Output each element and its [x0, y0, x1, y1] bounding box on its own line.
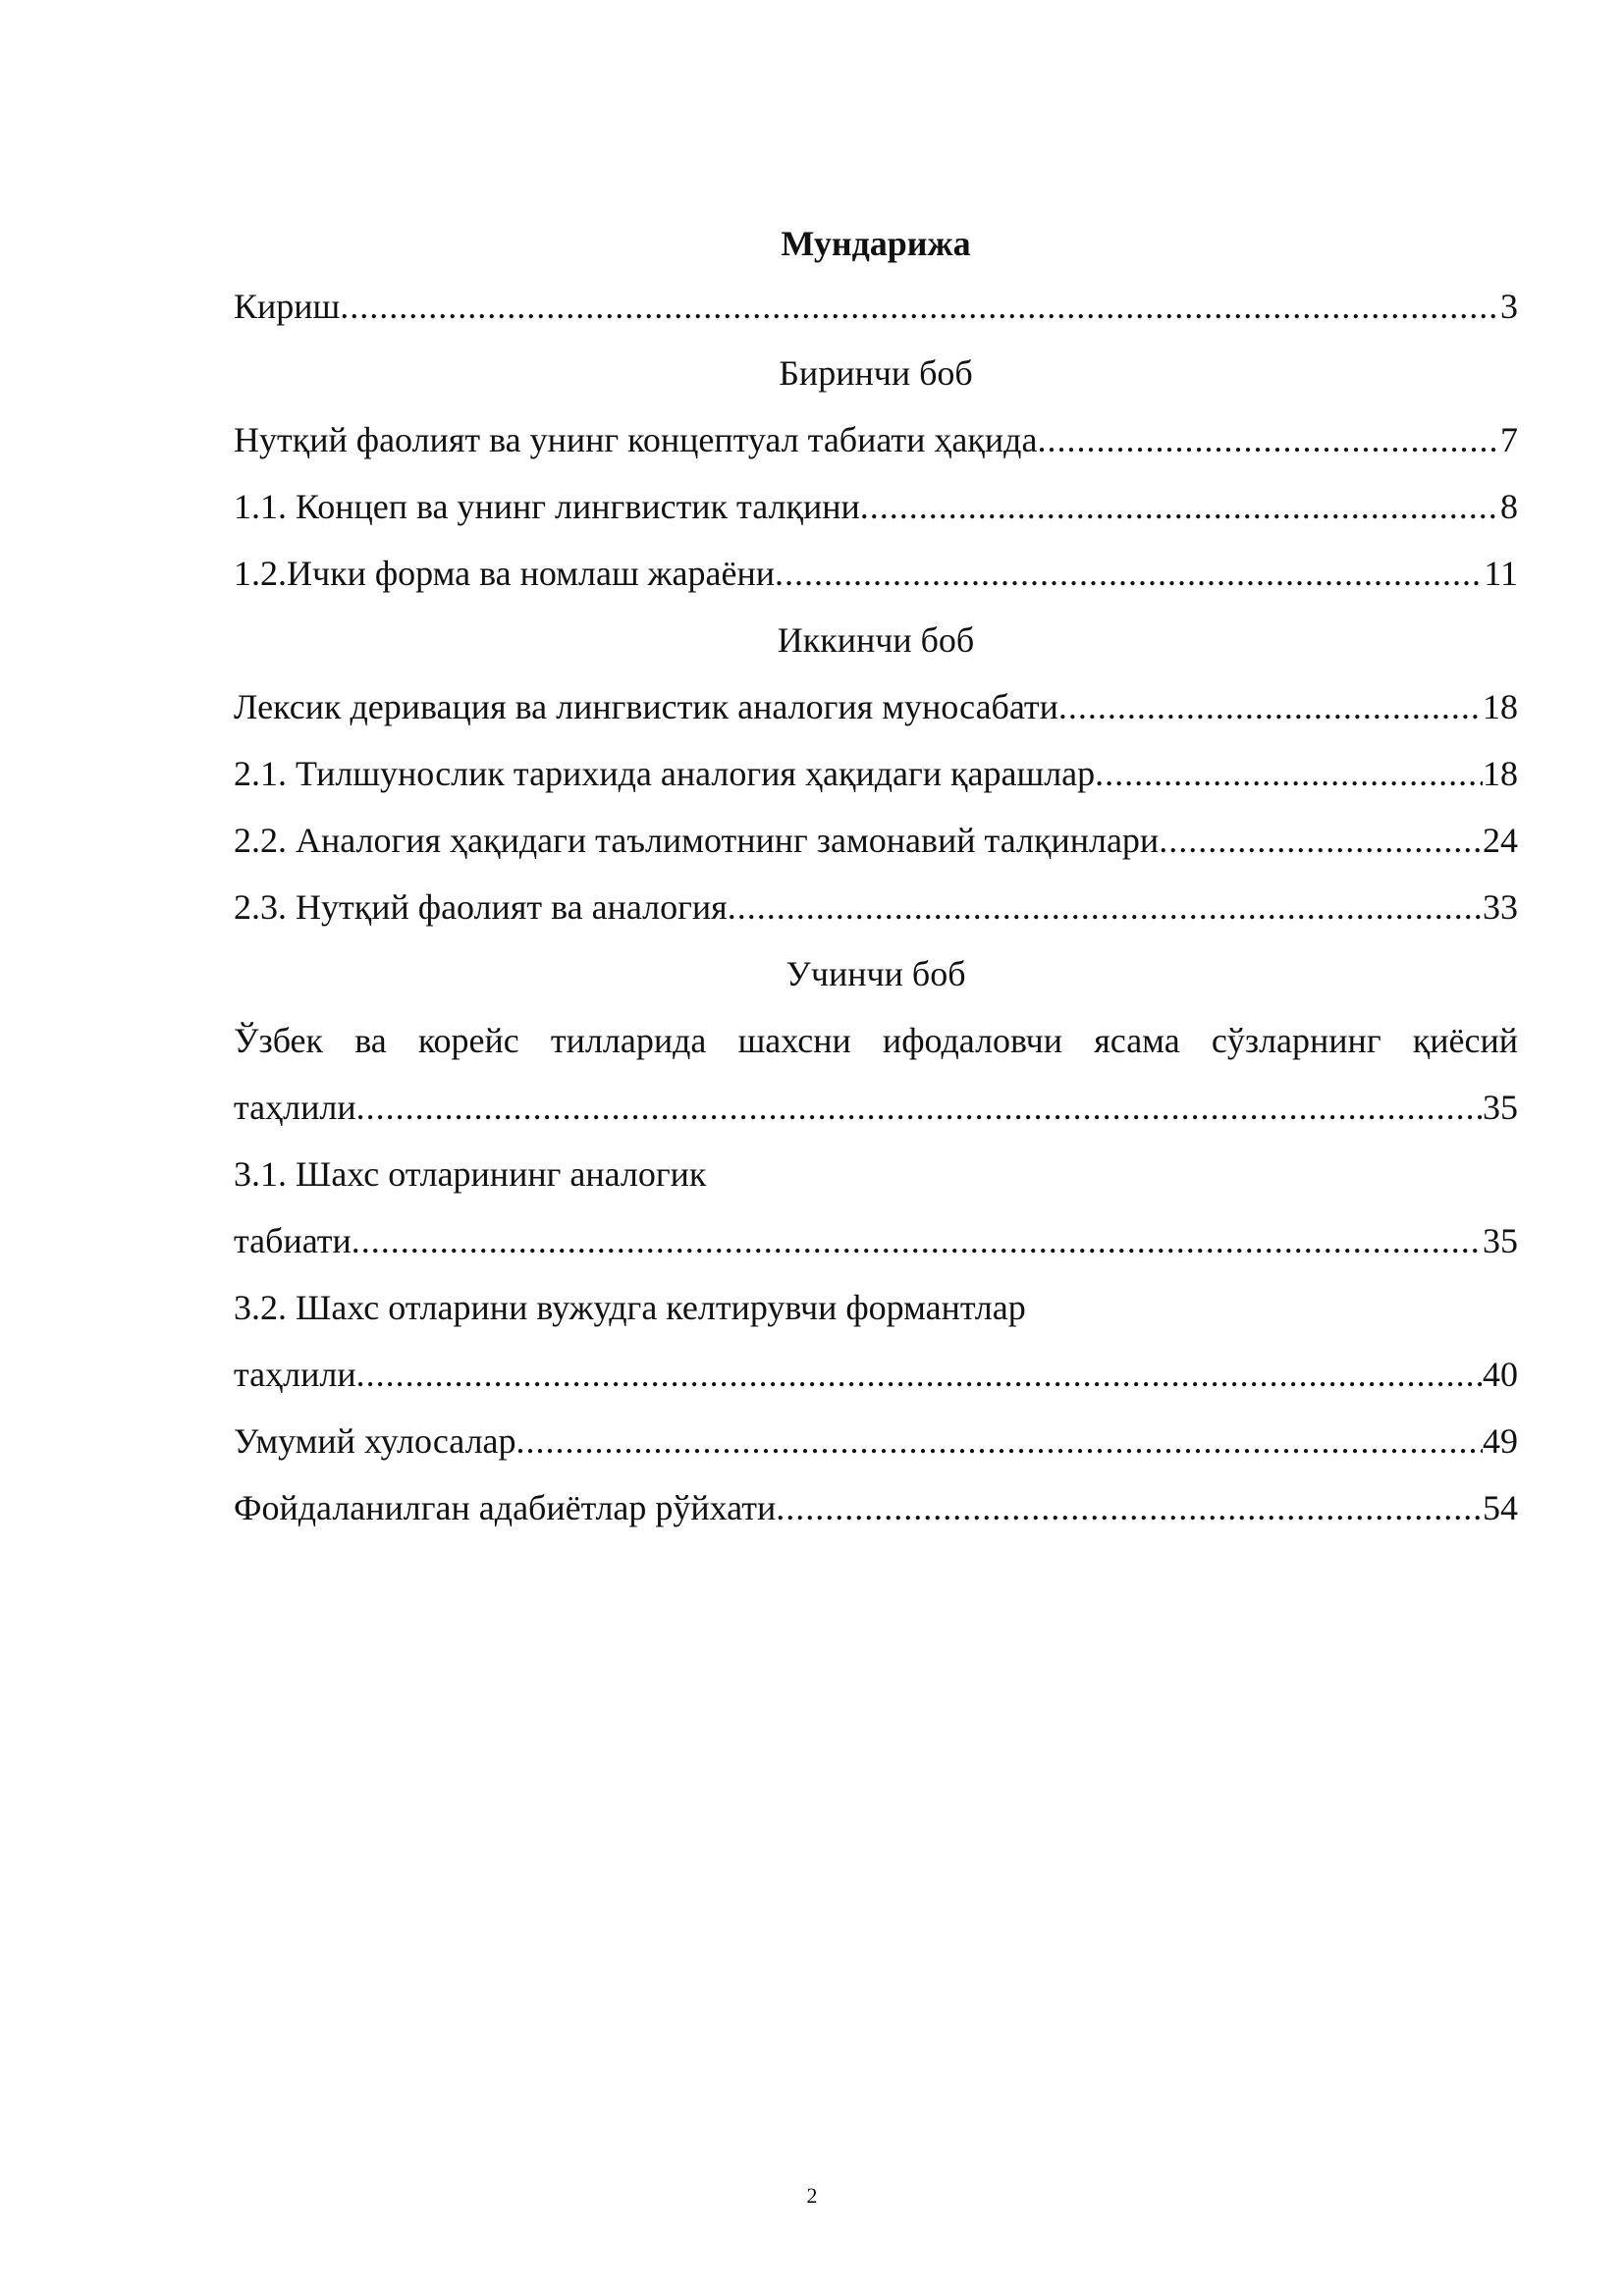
toc-entry-chapter1-title [234, 406, 1518, 473]
toc-entry-page: 7 [1500, 420, 1518, 459]
chapter-heading-1: Биринчи боб [779, 353, 973, 393]
toc-entry-page: 35 [1483, 1221, 1518, 1260]
toc-entry-2-3 [234, 874, 1518, 940]
toc-entry-text: 2.3. Нутқий фаолият ва аналогия [234, 887, 728, 927]
toc-entry-text: Нутқий фаолият ва унинг концептуал табиати ҳақида [234, 420, 1038, 459]
chapter-heading-3: Учинчи боб [785, 954, 966, 993]
toc-entry-conclusions [234, 1408, 1518, 1474]
dot-leader [516, 1408, 1483, 1474]
toc-entry-page: 54 [1483, 1488, 1518, 1527]
toc-entry-3-2-line2 [234, 1341, 1518, 1408]
dot-leader [1037, 406, 1500, 473]
toc-entry-2-1 [234, 740, 1518, 807]
dot-leader [728, 874, 1483, 940]
dot-leader [1159, 807, 1483, 874]
toc-entry-3-1-line1: 3.1. Шахс отларининг аналогик [234, 1154, 707, 1194]
chapter-heading-2: Иккинчи боб [777, 620, 975, 660]
toc-entry-text: Умумий хулосалар [234, 1421, 516, 1461]
toc-entry-page: 33 [1483, 887, 1518, 927]
page-number: 2 [806, 2183, 818, 2208]
toc-title: Мундарижа [781, 224, 971, 263]
toc-entry-chapter2-title [234, 673, 1518, 740]
toc-entry-page: 18 [1483, 754, 1518, 793]
toc-entry-references [234, 1474, 1518, 1541]
toc-entry-page: 3 [1500, 287, 1518, 326]
toc-entry-text: 1.1. Концеп ва унинг лингвистик талқини [234, 487, 860, 526]
toc-entry-chapter3-title-line1: Ўзбек ва корейс тилларида шахсни ифодаловчи ясама сўзларнинг қиёсий [234, 1021, 1518, 1060]
toc-entry-page: 35 [1483, 1088, 1518, 1127]
dot-leader [356, 1341, 1483, 1408]
toc-entry-text: табиати [234, 1221, 352, 1260]
toc-entry-text: 2.1. Тилшунослик тарихида аналогия ҳақидаги қарашлар [234, 754, 1096, 793]
toc-entry-text: Кириш [234, 287, 341, 326]
dot-leader [775, 540, 1484, 607]
dot-leader [776, 1474, 1483, 1541]
toc-entry-text: таҳлили [234, 1088, 356, 1127]
toc-entry-text: 2.2. Аналогия ҳақидаги таълимотнинг замонавий талқинлари [234, 821, 1160, 860]
toc-entry-page: 49 [1483, 1421, 1518, 1461]
toc-entry-3-1-line2 [234, 1207, 1518, 1274]
dot-leader [1095, 740, 1483, 807]
dot-leader [352, 1207, 1483, 1274]
toc-entry-text: 1.2.Ички форма ва номлаш жараёни [234, 554, 776, 593]
toc-entry-text: Лексик деривация ва лингвистик аналогия муносабати [234, 687, 1058, 726]
dot-leader [340, 273, 1500, 340]
toc-entry-2-2 [234, 807, 1518, 874]
toc-entry-intro [234, 273, 1518, 340]
toc-entry-page: 24 [1483, 821, 1518, 860]
toc-entry-chapter3-title-line2 [234, 1074, 1518, 1141]
dot-leader [1058, 673, 1483, 740]
toc-entry-1-1 [234, 473, 1518, 540]
toc-entry-text: таҳлили [234, 1355, 356, 1394]
toc-entry-page: 11 [1484, 554, 1518, 593]
dot-leader [356, 1074, 1483, 1141]
toc-entry-page: 18 [1483, 687, 1518, 726]
table-of-contents [234, 214, 1518, 1541]
dot-leader [860, 473, 1500, 540]
toc-entry-page: 8 [1500, 487, 1518, 526]
toc-entry-text: Фойдаланилган адабиётлар рўйхати [234, 1488, 777, 1527]
toc-entry-page: 40 [1483, 1355, 1518, 1394]
toc-entry-3-2-line1: 3.2. Шахс отларини вужудга келтирувчи формантлар [234, 1288, 1026, 1327]
toc-entry-1-2 [234, 540, 1518, 607]
